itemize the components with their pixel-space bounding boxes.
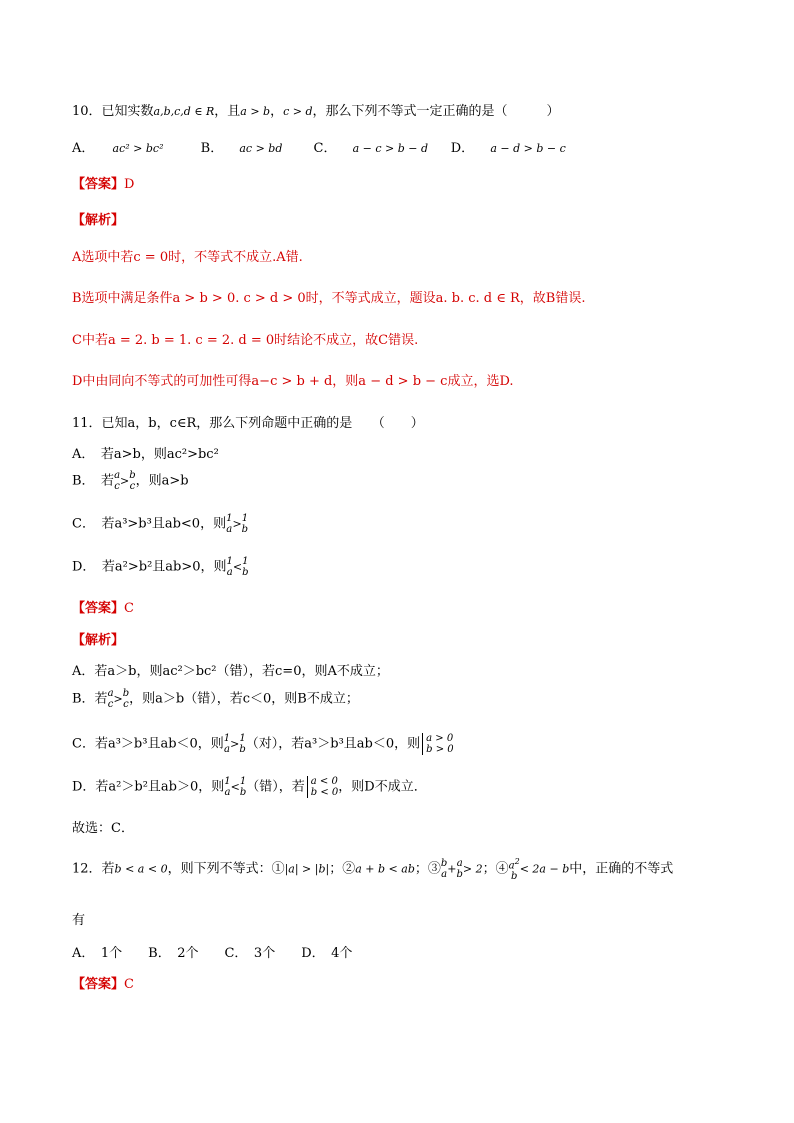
- fraction: 1 a: [224, 776, 231, 798]
- fraction: a c: [114, 470, 121, 492]
- q11-analysis-tag: 【解析】: [72, 633, 125, 648]
- q10-analysis-line-2: B选项中满足条件a > b > 0. c > d > 0时，不等式成立，题设a. b. c. d ∈ R，故B错误.: [72, 291, 586, 306]
- q12-options: A． 1个 B． 2个 C． 3个 D． 4个: [72, 946, 353, 961]
- q10-analysis-line-1: A选项中若c = 0时，不等式不成立.A错.: [72, 250, 303, 265]
- q11-analysis-c: C．若a³＞b³且ab＜0，则 1 a > 1 b （对），若a³＞b³且ab＜0，则 a > 0 b > 0: [72, 733, 454, 755]
- q11-stem: 11．已知a，b，c∈R，那么下列命题中正确的是 （ ）: [72, 416, 424, 431]
- q11-analysis-a: A．若a＞b，则ac²＞bc²（错），若c=0，则A不成立；: [72, 664, 389, 679]
- q11-conclusion: 故选：C．: [72, 821, 134, 836]
- fraction: b c: [122, 688, 130, 710]
- fraction: a b: [456, 858, 463, 881]
- q10-answer: 【答案】D: [72, 177, 135, 192]
- q12-stem: 12．若b < a < 0，则下列不等式：①|a| > |b|；②a + b < ab；③ b a + a b > 2；④ $a^2$ b < 2a − b中，正确的不等式: [72, 857, 674, 883]
- fraction: 1 a: [223, 733, 231, 755]
- fraction: 1 a: [226, 556, 233, 578]
- q10-options: A． ac² > bc² B． ac > bd C． a − c > b − d D． a − d > b − c: [72, 141, 566, 156]
- q11-option-b: B． 若 a c > b c ，则a>b: [72, 470, 189, 492]
- fraction: b c: [129, 470, 136, 492]
- q11-analysis-d: D．若a²＞b²且ab＞0，则 1 a < 1 b （错），若 a < 0 b < 0 ，则D不成立．: [72, 776, 427, 798]
- q12-stem-cont: 有: [72, 913, 86, 928]
- inequality-system: a < 0 b < 0: [307, 776, 339, 798]
- q11-option-a: A． 若a>b，则ac²>bc²: [72, 447, 219, 462]
- fraction: 1 b: [239, 733, 246, 755]
- q11-option-d: D． 若a²>b²且ab>0，则 1 a < 1 b: [72, 556, 249, 578]
- fraction: b a: [440, 858, 448, 881]
- q11-option-c: C． 若a³>b³且ab<0，则 1 a > 1 b: [72, 513, 249, 535]
- fraction: 1 b: [239, 776, 247, 798]
- fraction: 1 b: [241, 513, 249, 535]
- q10-analysis-line-4: D中由同向不等式的可加性可得a−c > b + d，则a − d > b − c成立，选D.: [72, 374, 514, 389]
- q12-answer: 【答案】C: [72, 977, 134, 992]
- q11-answer: 【答案】C: [72, 601, 134, 616]
- inequality-system: a > 0 b > 0: [422, 733, 454, 755]
- fraction: 1 a: [226, 513, 233, 535]
- q10-analysis-tag: 【解析】: [72, 213, 125, 228]
- q10-stem: 10．已知实数a,b,c,d ∈ R，且a > b，c > d，那么下列不等式一定正确的是（ ）: [72, 104, 560, 119]
- fraction: 1 b: [242, 556, 249, 578]
- q11-analysis-b: B．若 a c > b c ，则a＞b（错），若c＜0，则B不成立；: [72, 688, 359, 710]
- q10-analysis-line-3: C中若a = 2. b = 1. c = 2. d = 0时结论不成立，故C错误.: [72, 333, 419, 348]
- fraction: $a^2$ b: [508, 857, 520, 883]
- fraction: a c: [107, 688, 114, 710]
